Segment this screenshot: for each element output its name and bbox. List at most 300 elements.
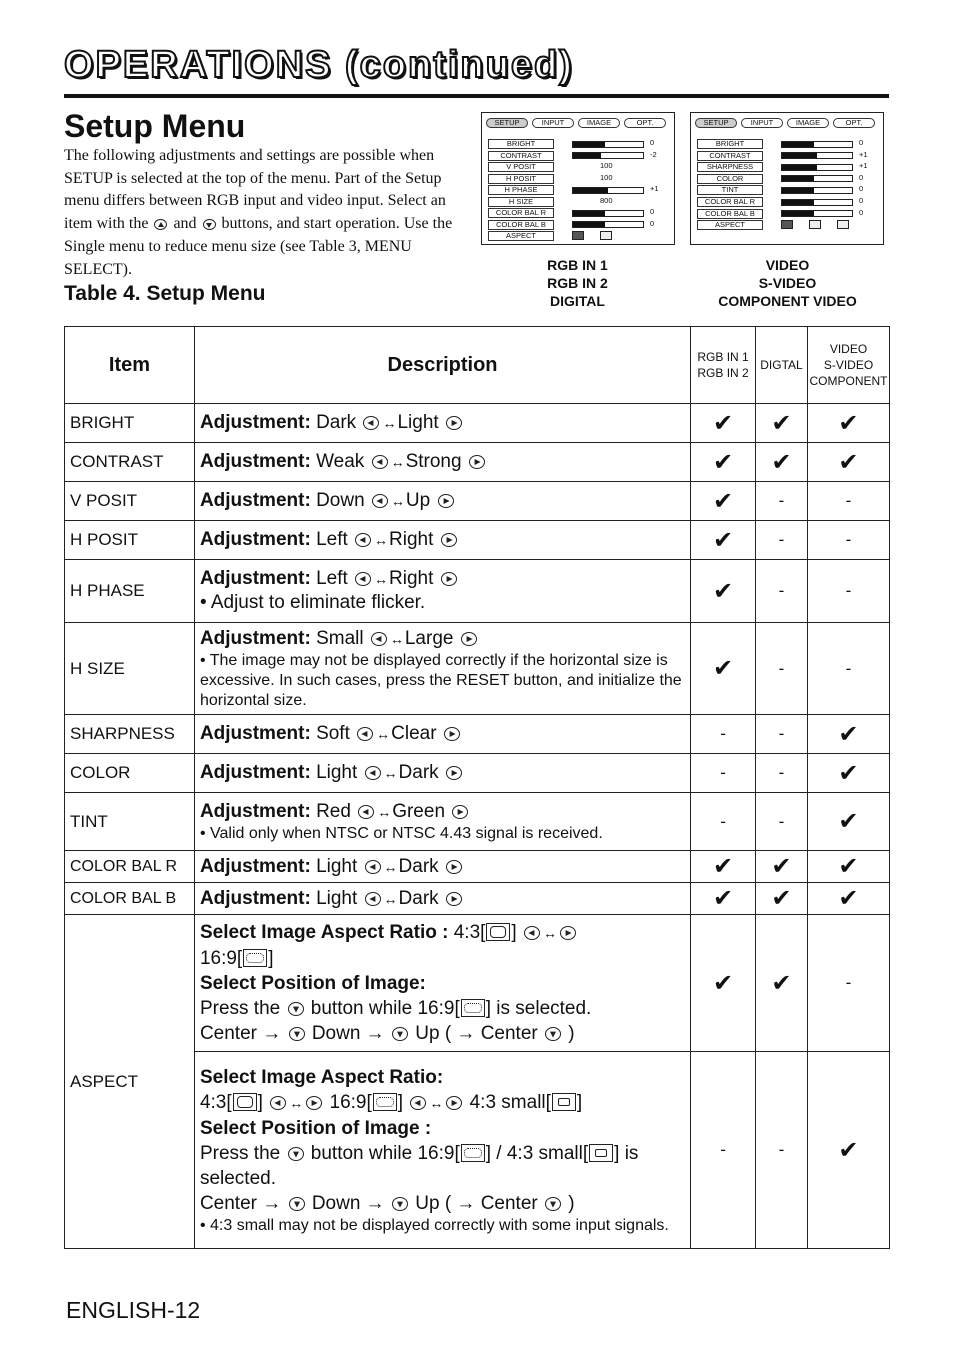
left-button-icon (365, 860, 381, 874)
caption-line: COMPONENT VIDEO (718, 293, 857, 309)
down-button-icon (545, 1027, 561, 1041)
check-rgb: ✔ (691, 851, 756, 883)
header-line: VIDEO (829, 342, 868, 356)
menu-item-label: SHARPNESS (697, 162, 763, 172)
item-cell: COLOR BAL B (65, 883, 195, 915)
bracket: ] (511, 922, 517, 943)
menu-item-value: +1 (650, 184, 659, 193)
menu-slider-bar (781, 152, 853, 159)
check-digital: ✔ (756, 915, 808, 1052)
adjust-right-label: Dark (398, 762, 439, 783)
menu-tab: OPT. (833, 118, 875, 128)
lr-arrow: ↔ (390, 493, 405, 509)
adjust-right-label: Right (389, 568, 434, 589)
menu-item-label: ASPECT (488, 231, 554, 241)
menu-item-value: -2 (650, 149, 657, 159)
adjust-left-label: Left (316, 529, 348, 550)
press-text-2: button while 16:9[ (310, 998, 460, 1019)
menu-item-value: 0 (859, 138, 864, 147)
header-line: COMPONENT (809, 374, 888, 388)
center-text: Center → (199, 1192, 282, 1214)
page-number: ENGLISH-12 (66, 1297, 201, 1323)
table-caption: Table 4. Setup Menu (64, 282, 266, 305)
table-row (65, 404, 890, 443)
menu-slider-bar (781, 164, 853, 171)
menu-slider-fill (573, 153, 601, 158)
paren: ) (568, 1192, 575, 1214)
selected-text: ] is selected. (199, 1142, 639, 1189)
lr-arrow: ↔ (383, 858, 398, 875)
left-button-icon (372, 494, 388, 508)
menu-tab: IMAGE (787, 118, 829, 128)
header-line: RGB IN 2 (697, 366, 749, 380)
dash-digital: - (756, 521, 808, 560)
intro-paragraph (64, 145, 454, 281)
item-cell: COLOR (65, 754, 195, 793)
adjust-right-label: Dark (398, 887, 439, 909)
dash-video: - (807, 521, 889, 560)
menu-slider-fill (782, 211, 814, 216)
menu-slider-fill (782, 165, 817, 170)
adjust-left-label: Light (316, 887, 358, 909)
rgb-setup-menu-image (481, 112, 675, 245)
menu-slider-bar (572, 210, 644, 217)
ratio-43-small: 4:3 small[ (469, 1091, 551, 1113)
left-button-icon (270, 1096, 286, 1110)
menu-slider-fill (573, 211, 605, 216)
adjust-right-label: Light (397, 412, 439, 433)
lr-arrow: ↔ (389, 630, 404, 647)
aspect-169-icon (373, 1093, 397, 1111)
check-rgb: ✔ (691, 915, 756, 1052)
menu-item-value: 0 (859, 184, 864, 194)
lr-arrow: ↔ (383, 765, 398, 781)
menu-item-label: TINT (697, 185, 763, 195)
menu-item-label: COLOR BAL B (488, 220, 554, 230)
left-button-icon (410, 1096, 426, 1110)
menu-item-value: 0 (650, 138, 655, 147)
adjustment-line (200, 489, 685, 513)
table-header-row (65, 327, 890, 404)
left-button-icon (365, 766, 381, 780)
lr-arrow: ↔ (377, 803, 392, 820)
aspect-43-small-icon (589, 1144, 613, 1162)
caption-line: RGB IN 2 (547, 275, 608, 291)
right-button-icon (446, 892, 462, 906)
adjust-right-label: Clear (391, 723, 437, 744)
adjustment-label: Adjustment: (199, 568, 311, 589)
table-row (65, 443, 890, 482)
item-cell: H POSIT (65, 521, 195, 560)
up-text: Up ( → Center (415, 1192, 538, 1214)
menu-slider-bar (572, 221, 644, 228)
dash-digital: - (756, 754, 808, 793)
header-line: RGB IN 1 (697, 350, 749, 364)
down-text: Down → (311, 1023, 385, 1044)
check-video: ✔ (807, 404, 889, 443)
menu-tab: SETUP (486, 118, 528, 128)
check-digital: ✔ (756, 883, 808, 915)
menu-slider-bar (781, 175, 853, 182)
check-video: ✔ (807, 1052, 889, 1249)
description-cell (194, 560, 690, 623)
video-setup-menu-image (690, 112, 884, 245)
lr-arrow: ↔ (383, 890, 398, 907)
right-button-icon (446, 1096, 462, 1110)
description-cell (194, 623, 690, 715)
table-row (65, 560, 890, 623)
menu-slider-fill (782, 153, 817, 158)
table-row (65, 521, 890, 560)
adjustment-line (200, 567, 685, 591)
menu-item-label: BRIGHT (488, 139, 554, 149)
menu-slider-fill (782, 188, 814, 193)
menu-slider-bar (572, 187, 644, 194)
aspect-title: Select Image Aspect Ratio : (199, 922, 449, 943)
adjust-left-label: Small (316, 627, 364, 649)
dash-digital: - (756, 560, 808, 623)
left-button-icon (363, 416, 379, 430)
menu-item-value: 100 (600, 161, 613, 170)
adjust-right-label: Up (405, 490, 431, 511)
menu-item-label: ASPECT (697, 220, 763, 230)
press-text: Press the (199, 998, 281, 1019)
item-cell: TINT (65, 793, 195, 851)
menu-item-value: +1 (859, 161, 868, 171)
bracket: ] (576, 1091, 583, 1113)
aspect-option-icon (572, 231, 584, 240)
menu-slider-fill (573, 222, 605, 227)
aspect-video-description (194, 1052, 690, 1249)
aspect-rgb-description (194, 915, 690, 1052)
description-cell (194, 851, 690, 883)
menu-tab: INPUT (532, 118, 574, 128)
menu-item-label: BRIGHT (697, 139, 763, 149)
check-video: ✔ (807, 754, 889, 793)
caption-line: VIDEO (765, 257, 810, 273)
press-text: Press the (199, 1142, 281, 1164)
lr-arrow: ↔ (382, 415, 397, 431)
menu-slider-bar (572, 152, 644, 159)
right-button-icon (560, 926, 576, 940)
adjustment-label: Adjustment: (199, 490, 311, 511)
menu-item-label: COLOR BAL B (697, 209, 763, 219)
menu-slider-bar (781, 210, 853, 217)
menu-slider-bar (781, 199, 853, 206)
left-button-icon (355, 533, 371, 547)
adjust-left-label: Dark (316, 412, 357, 433)
adjustment-label: Adjustment: (199, 723, 311, 744)
adjust-right-label: Strong (405, 451, 462, 472)
adjustment-label: Adjustment: (199, 762, 311, 783)
ratio-169: 16:9[ (199, 948, 243, 969)
lr-arrow: ↔ (376, 726, 391, 742)
adjustment-line (200, 887, 685, 911)
menu-item-label: H SIZE (488, 197, 554, 207)
check-rgb: ✔ (691, 521, 756, 560)
caption-line: DIGITAL (550, 293, 605, 309)
note-text: • Valid only when NTSC or NTSC 4.43 signal is received. (199, 824, 603, 842)
selected-text: ] is selected. (485, 998, 592, 1019)
dash-digital: - (756, 482, 808, 521)
aspect-option-icon (600, 231, 612, 240)
left-button-icon (365, 892, 381, 906)
menu-slider-fill (782, 176, 814, 181)
item-cell: SHARPNESS (65, 715, 195, 754)
adjustment-label: Adjustment: (199, 627, 311, 649)
aspect-option-icon (781, 220, 793, 229)
position-title: Select Position of Image: (199, 973, 426, 994)
aspect-option-icon (809, 220, 821, 229)
dash-video: - (807, 482, 889, 521)
dash-rgb: - (691, 1052, 756, 1249)
right-button-icon (446, 766, 462, 780)
adjust-right-label: Right (389, 529, 434, 550)
check-rgb: ✔ (691, 443, 756, 482)
menu-item-label: H PHASE (488, 185, 554, 195)
item-cell: BRIGHT (65, 404, 195, 443)
lr-arrow: ↔ (542, 925, 557, 941)
dash-rgb: - (691, 715, 756, 754)
menu-tabs (695, 118, 879, 128)
bracket: ] (257, 1091, 263, 1113)
table-row (65, 715, 890, 754)
rgb-menu-caption (520, 256, 635, 310)
item-cell: ASPECT (65, 915, 195, 1249)
header-line: DIGTAL (760, 358, 803, 372)
menu-slider-bar (781, 141, 853, 148)
aspect-169-icon (461, 1144, 485, 1162)
adjustment-label: Adjustment: (199, 855, 311, 877)
aspect-43-small-icon (552, 1093, 576, 1111)
dash-rgb: - (691, 754, 756, 793)
section-title: Setup Menu (64, 108, 246, 144)
check-rgb: ✔ (691, 883, 756, 915)
caption-line: S-VIDEO (758, 275, 817, 291)
menu-item-label: H POSIT (488, 174, 554, 184)
video-menu-caption (690, 256, 885, 310)
adjustment-line (200, 761, 685, 785)
table-row (65, 482, 890, 521)
check-video: ✔ (807, 793, 889, 851)
position-title: Select Position of Image : (199, 1117, 432, 1139)
table-row (65, 883, 890, 915)
intro-text-2: buttons, and start operation. Use the Single menu to reduce menu size (see Table 3, MENU SELECT). (64, 215, 453, 278)
header-line: S-VIDEO (823, 358, 874, 372)
intro-text-1: The following adjustments and settings are possible when SETUP is selected at the top of the menu. Part of the Setup menu differs between RGB input and video input. Select an item with the (64, 147, 446, 233)
description-cell (194, 443, 690, 482)
col-header-digital (756, 327, 808, 404)
left-button-icon (358, 805, 374, 819)
adjust-left-label: Light (316, 762, 358, 783)
menu-item-value: 0 (650, 218, 655, 228)
adjust-left-label: Soft (316, 723, 350, 744)
lr-arrow: ↔ (390, 454, 405, 470)
menu-slider-fill (782, 142, 814, 147)
table-row (65, 754, 890, 793)
adjustment-line (200, 411, 685, 435)
menu-tabs (486, 118, 670, 128)
menu-item-value: 100 (600, 172, 613, 182)
right-button-icon (446, 860, 462, 874)
down-button-icon (545, 1197, 561, 1211)
menu-item-label: V POSIT (488, 162, 554, 172)
down-button-icon (289, 1027, 305, 1041)
item-cell: COLOR BAL R (65, 851, 195, 883)
lr-arrow: ↔ (429, 1094, 444, 1111)
right-button-icon (469, 455, 485, 469)
bracket: ] (268, 948, 274, 969)
up-button-icon (154, 219, 167, 230)
adjust-left-label: Left (316, 568, 348, 589)
adjustment-line (200, 450, 685, 474)
right-button-icon (452, 805, 468, 819)
menu-item-label: CONTRAST (488, 151, 554, 161)
caption-line: RGB IN 1 (547, 257, 608, 273)
down-text: Down → (311, 1192, 385, 1214)
left-button-icon (355, 572, 371, 586)
description-cell (194, 521, 690, 560)
adjustment-label: Adjustment: (199, 529, 311, 550)
menu-item-value: 800 (600, 195, 613, 205)
col-header-item: Item (65, 327, 195, 404)
col-header-video (807, 327, 889, 404)
check-digital: ✔ (756, 851, 808, 883)
aspect-43-icon (486, 923, 510, 941)
check-rgb: ✔ (691, 560, 756, 623)
menu-item-label: COLOR BAL R (488, 208, 554, 218)
check-video: ✔ (807, 851, 889, 883)
adjustment-line (200, 722, 685, 746)
adjust-left-label: Red (316, 800, 351, 822)
center-text: Center → (199, 1023, 282, 1044)
check-rgb: ✔ (691, 623, 756, 715)
ratio-43: 4:3[ (199, 1091, 232, 1113)
dash-digital: - (756, 623, 808, 715)
menu-tab: IMAGE (578, 118, 620, 128)
check-video: ✔ (807, 715, 889, 754)
check-video: ✔ (807, 443, 889, 482)
check-digital: ✔ (756, 443, 808, 482)
description-cell (194, 883, 690, 915)
menu-slider-fill (573, 142, 605, 147)
adjust-left-label: Light (316, 855, 358, 877)
adjust-right-label: Green (392, 800, 446, 822)
setup-menu-table (64, 326, 890, 1249)
paren: ) (568, 1023, 575, 1044)
down-button-icon (392, 1027, 408, 1041)
adjustment-label: Adjustment: (199, 451, 311, 472)
adjust-left-label: Weak (316, 451, 365, 472)
description-cell (194, 404, 690, 443)
aspect-option-icon (837, 220, 849, 229)
dash-digital: - (756, 793, 808, 851)
menu-item-value: +1 (859, 149, 868, 159)
adjust-left-label: Down (316, 490, 365, 511)
press-text-2: button while 16:9[ (310, 1142, 460, 1164)
table-row-aspect-rgb (65, 915, 890, 1052)
dash-video: - (807, 915, 889, 1052)
ratio-43: 4:3[ (453, 922, 486, 943)
table-row (65, 793, 890, 851)
dash-rgb: - (691, 793, 756, 851)
dash-digital: - (756, 1052, 808, 1249)
right-button-icon (461, 632, 477, 646)
aspect-title: Select Image Aspect Ratio: (199, 1066, 444, 1088)
menu-slider-bar (781, 187, 853, 194)
adjust-right-label: Large (404, 627, 454, 649)
adjustment-label: Adjustment: (199, 800, 311, 822)
adjustment-label: Adjustment: (199, 412, 311, 433)
slash-text: ] / 4:3 small[ (485, 1142, 589, 1164)
right-button-icon (438, 494, 454, 508)
menu-slider-bar (572, 141, 644, 148)
col-header-description: Description (194, 327, 690, 404)
item-cell: V POSIT (65, 482, 195, 521)
aspect-note: • 4:3 small may not be displayed correctly with some input signals. (199, 1216, 669, 1234)
note-text: • The image may not be displayed correctly if the horizontal size is excessive. In such cases, press the RESET button, and initialize the horizontal size. (199, 651, 682, 709)
menu-item-label: COLOR (697, 174, 763, 184)
left-button-icon (371, 632, 387, 646)
right-button-icon (306, 1096, 322, 1110)
right-button-icon (444, 727, 460, 741)
col-header-rgb (691, 327, 756, 404)
note-text: • Adjust to eliminate flicker. (199, 592, 426, 613)
lr-arrow: ↔ (374, 532, 389, 548)
description-cell (194, 482, 690, 521)
lr-arrow: ↔ (289, 1094, 304, 1111)
adjustment-line (200, 627, 685, 651)
menu-tab: OPT. (624, 118, 666, 128)
left-button-icon (372, 455, 388, 469)
dash-digital: - (756, 715, 808, 754)
left-button-icon (524, 926, 540, 940)
left-button-icon (357, 727, 373, 741)
aspect-169-icon (243, 949, 267, 967)
item-cell: H PHASE (65, 560, 195, 623)
menu-tab: INPUT (741, 118, 783, 128)
lr-arrow: ↔ (374, 571, 389, 587)
aspect-43-icon (233, 1093, 257, 1111)
intro-and: and (173, 215, 197, 233)
right-button-icon (446, 416, 462, 430)
down-button-icon (288, 1147, 304, 1161)
up-text: Up ( → Center (415, 1023, 538, 1044)
menu-slider-fill (782, 200, 814, 205)
down-button-icon (289, 1197, 305, 1211)
description-cell (194, 715, 690, 754)
description-cell (194, 754, 690, 793)
bracket: ] (397, 1091, 404, 1113)
menu-slider-fill (573, 188, 608, 193)
adjust-right-label: Dark (398, 855, 439, 877)
adjustment-line (200, 528, 685, 552)
adjustment-label: Adjustment: (199, 887, 311, 909)
menu-item-value: 0 (650, 207, 655, 216)
check-rgb: ✔ (691, 482, 756, 521)
table-row (65, 851, 890, 883)
down-button-icon (203, 219, 216, 230)
check-rgb: ✔ (691, 404, 756, 443)
check-video: ✔ (807, 883, 889, 915)
check-digital: ✔ (756, 404, 808, 443)
menu-item-label: COLOR BAL R (697, 197, 763, 207)
right-button-icon (441, 533, 457, 547)
description-cell (194, 793, 690, 851)
item-cell: CONTRAST (65, 443, 195, 482)
adjustment-line (200, 855, 685, 879)
dash-video: - (807, 623, 889, 715)
